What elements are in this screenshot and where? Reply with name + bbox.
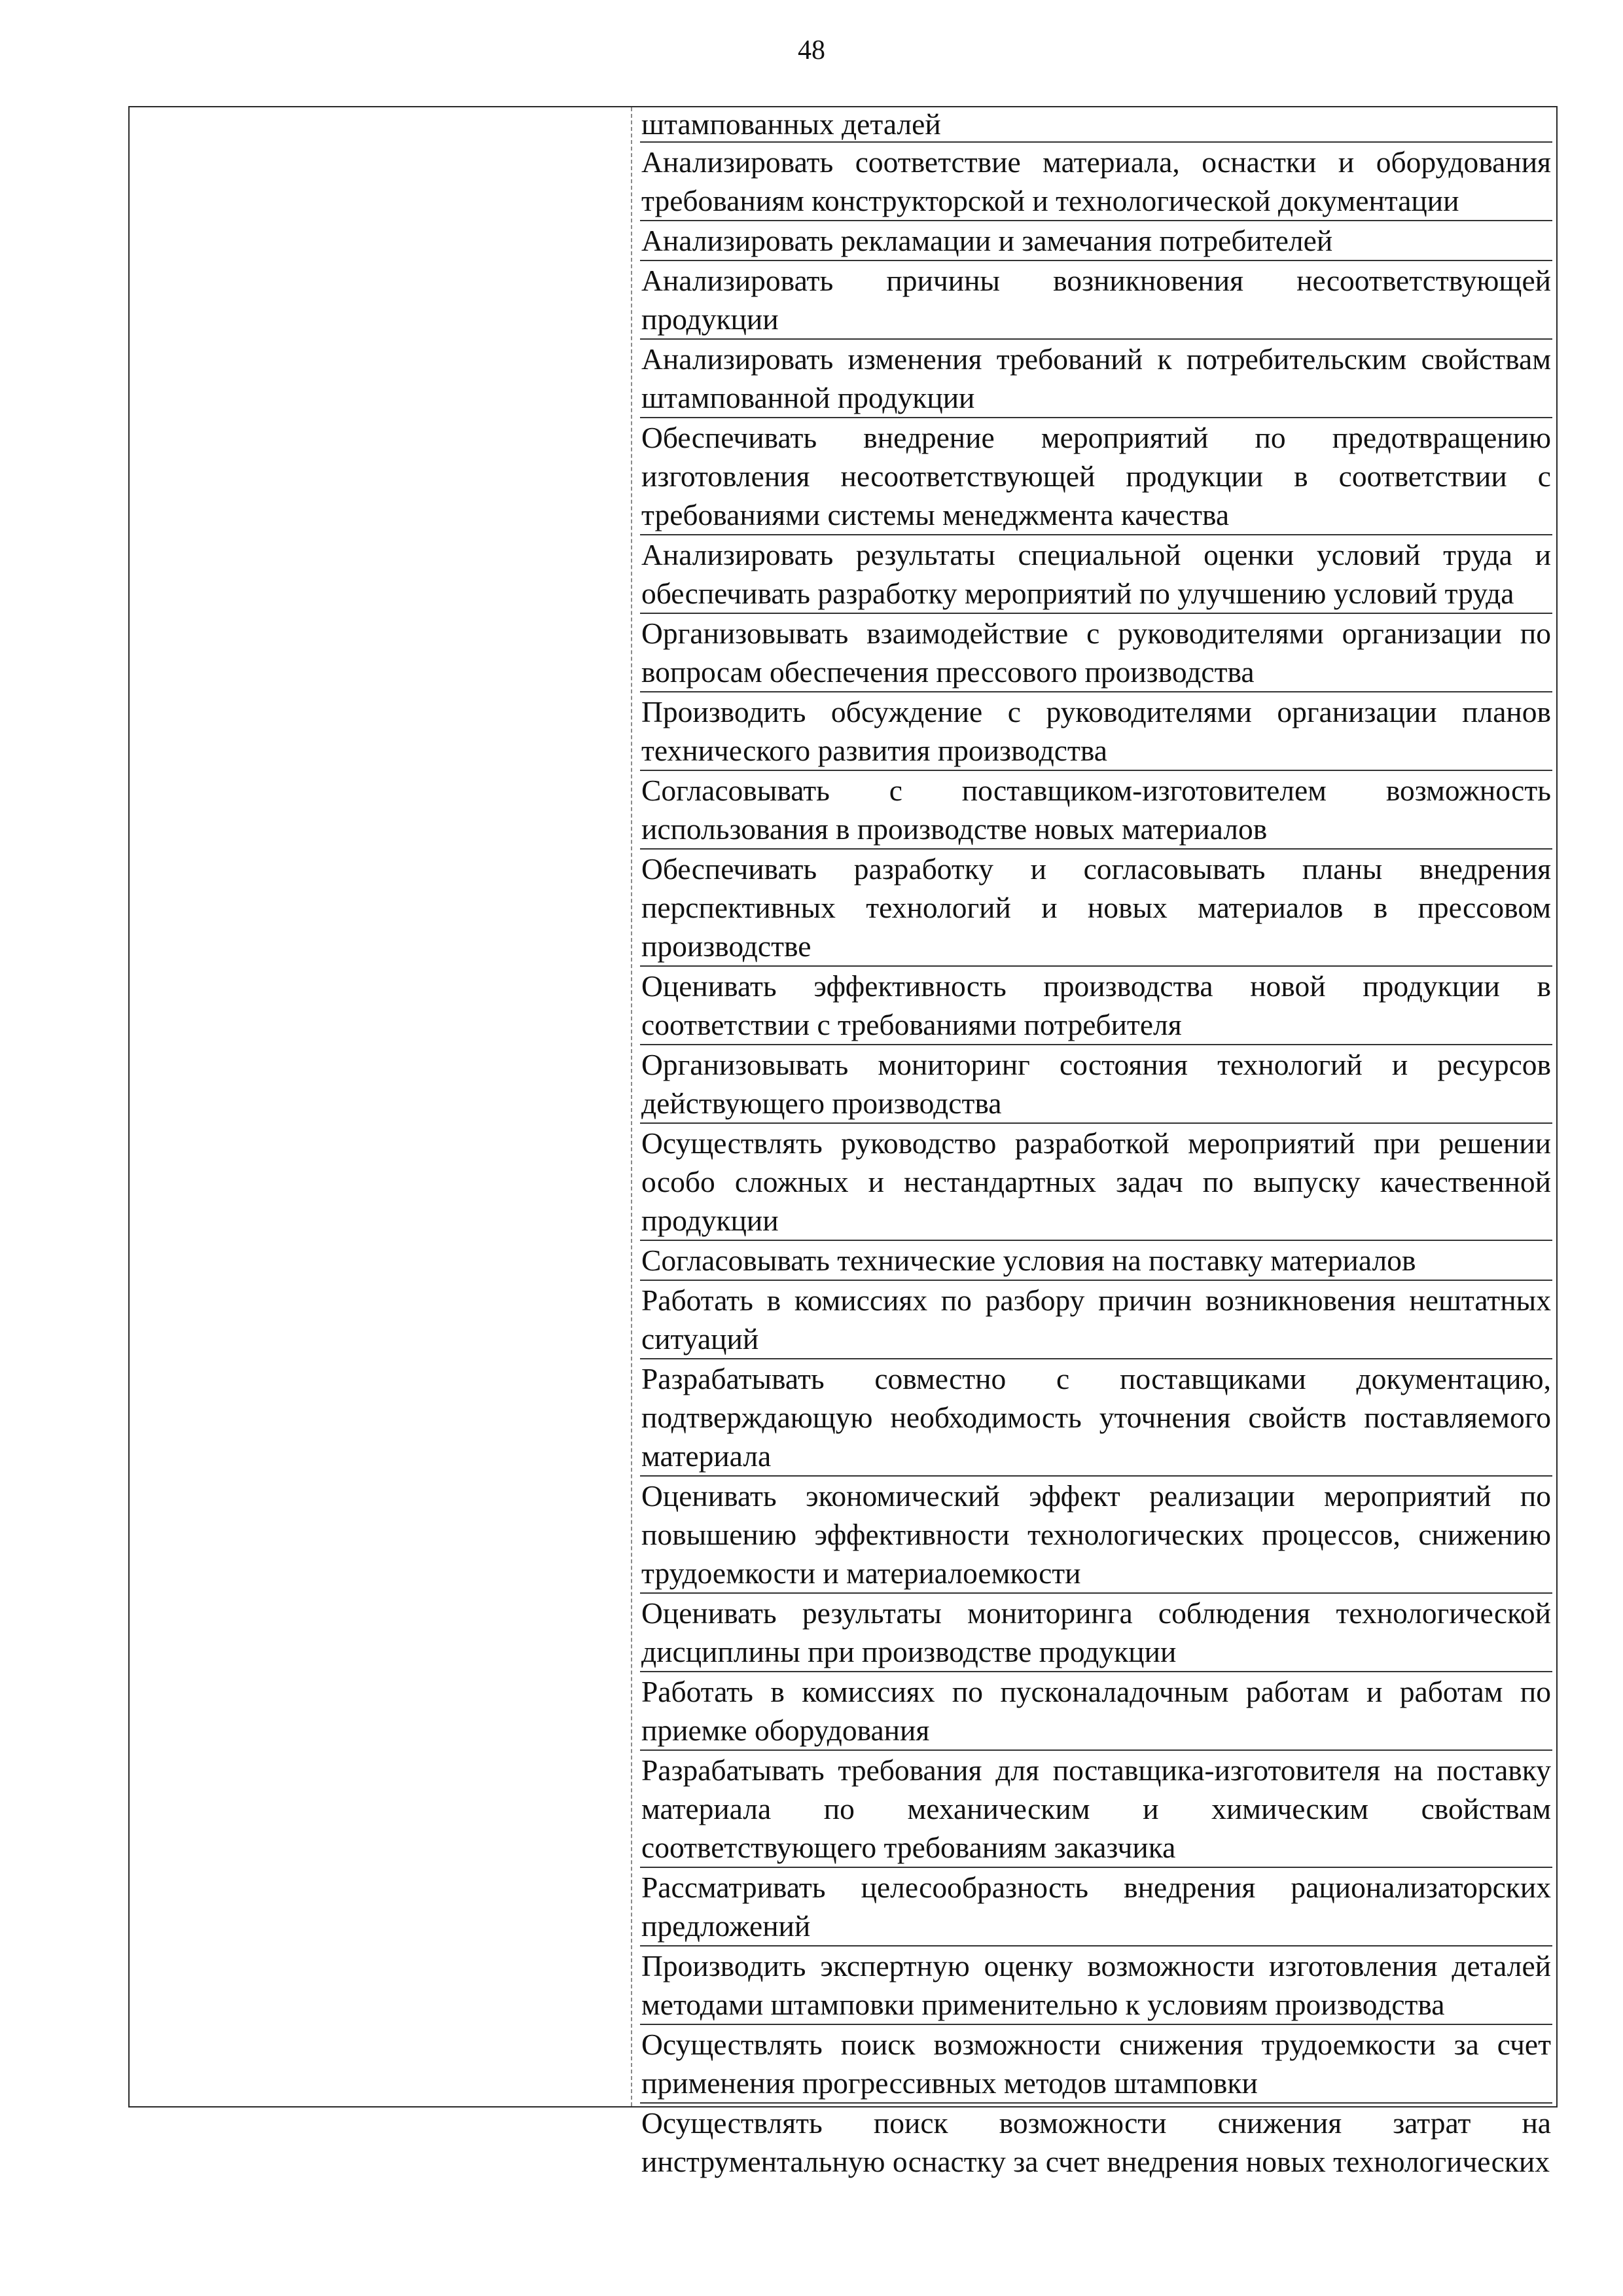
table-row: штампованных деталей: [640, 107, 1552, 143]
table-row: Оценивать экономический эффект реализации мероприятий по повышению эффективности технологических процессов, снижению трудоемкости и материалоемкости: [640, 1477, 1552, 1594]
table-row: Согласовывать технические условия на поставку материалов: [640, 1241, 1552, 1281]
functions-table: [128, 106, 1558, 2178]
table-row: Оценивать эффективность производства новой продукции в соответствии с требованиями потребителя: [640, 967, 1552, 1045]
table-row: Работать в комиссиях по разбору причин возникновения нештатных ситуаций: [640, 1281, 1552, 1359]
column-divider: [631, 107, 632, 2106]
table-row: Работать в комиссиях по пусконаладочным работам и работам по приемке оборудования: [640, 1672, 1552, 1751]
table-row: Разрабатывать требования для поставщика-изготовителя на поставку материала по механическим и химическим свойствам соответствующего требованиям заказчика: [640, 1751, 1552, 1868]
table-row: Разрабатывать совместно с поставщиками документацию, подтверждающую необходимость уточнения свойств поставляемого материала: [640, 1359, 1552, 1477]
labor-actions-column: [640, 107, 1552, 2181]
table-row: Анализировать соответствие материала, оснастки и оборудования требованиям конструкторской и технологической документации: [640, 143, 1552, 221]
table-row: Осуществлять поиск возможности снижения трудоемкости за счет применения прогрессивных методов штамповки: [640, 2025, 1552, 2104]
table-row: Обеспечивать внедрение мероприятий по предотвращению изготовления несоответствующей продукции в соответствии с требованиями системы менеджмента качества: [640, 418, 1552, 535]
table-row: Осуществлять поиск возможности снижения затрат на инструментальную оснастку за счет внедрения новых технологических: [641, 2106, 1551, 2178]
table-row: Анализировать причины возникновения несоответствующей продукции: [640, 261, 1552, 340]
table-row: Организовывать взаимодействие с руководителями организации по вопросам обеспечения прессового производства: [640, 614, 1552, 692]
table-row: Осуществлять руководство разработкой мероприятий при решении особо сложных и нестандартных задач по выпуску качественной продукции: [640, 1124, 1552, 1241]
table-row: Анализировать рекламации и замечания потребителей: [640, 221, 1552, 261]
table-row: Анализировать изменения требований к потребительским свойствам штампованной продукции: [640, 340, 1552, 418]
table-row: Производить обсуждение с руководителями организации планов технического развития производства: [640, 692, 1552, 771]
table-row: Обеспечивать разработку и согласовывать планы внедрения перспективных технологий и новых материалов в прессовом производстве: [640, 850, 1552, 967]
table-row: Согласовывать с поставщиком-изготовителем возможность использования в производстве новых материалов: [640, 771, 1552, 850]
table-row: Организовывать мониторинг состояния технологий и ресурсов действующего производства: [640, 1045, 1552, 1124]
table-row: Рассматривать целесообразность внедрения рационализаторских предложений: [640, 1868, 1552, 1946]
page-number: 48: [798, 35, 825, 65]
table-row: Анализировать результаты специальной оценки условий труда и обеспечивать разработку мероприятий по улучшению условий труда: [640, 535, 1552, 614]
table-row: Производить экспертную оценку возможности изготовления деталей методами штамповки применительно к условиям производства: [640, 1946, 1552, 2025]
table-row: Оценивать результаты мониторинга соблюдения технологической дисциплины при производстве продукции: [640, 1594, 1552, 1672]
